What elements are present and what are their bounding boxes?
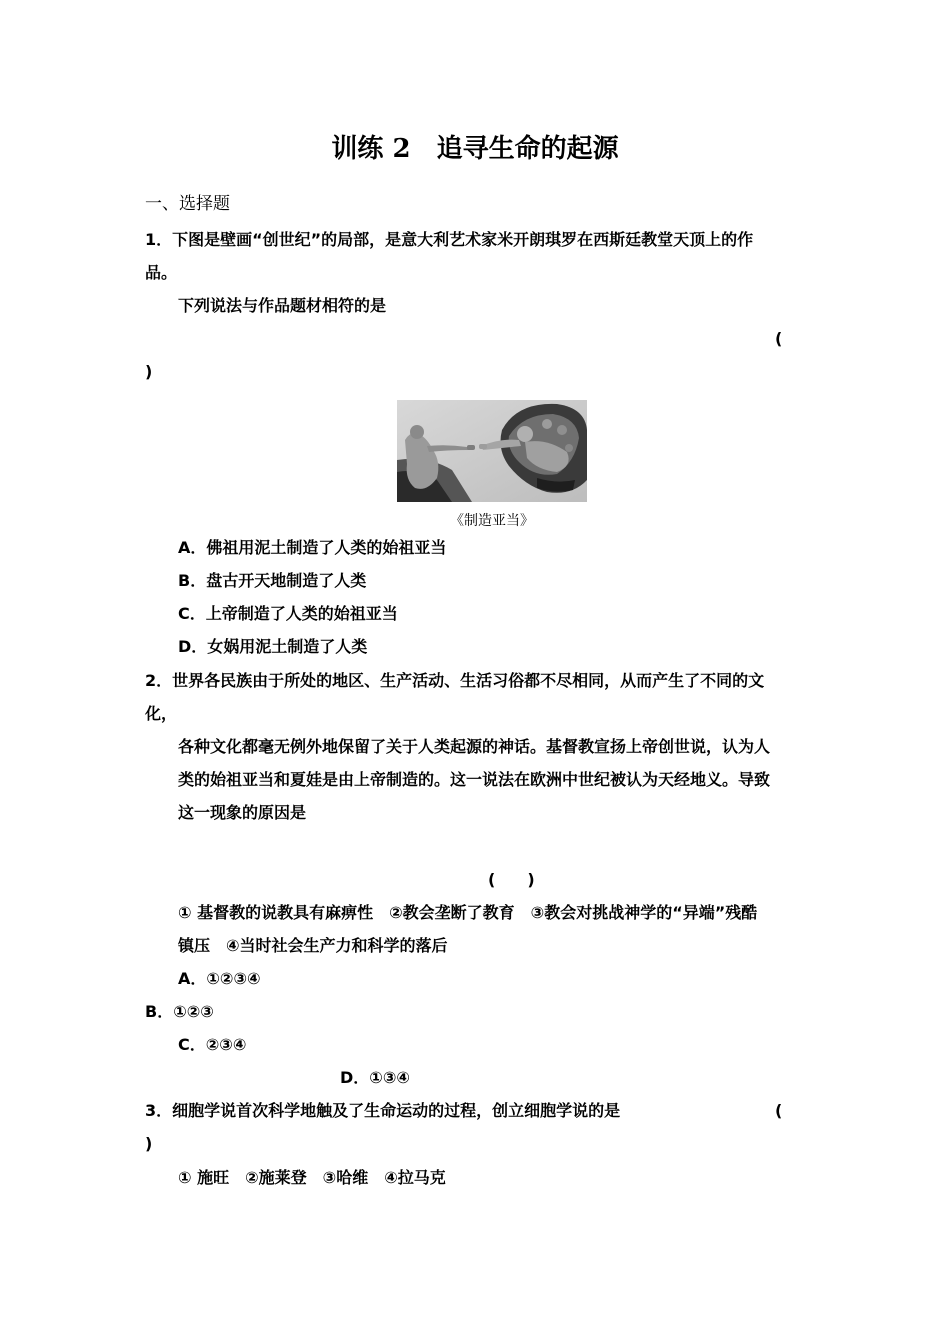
q2-statements-line2: 镇压 ④当时社会生产力和科学的落后 (178, 936, 448, 955)
q2-option-c: C．②③④ (178, 1035, 247, 1054)
q3-answer-paren-close: ) (145, 1134, 153, 1153)
q2-option-b: B．①②③ (145, 1002, 214, 1021)
q1-stem-line3: 下列说法与作品题材相符的是 (178, 296, 387, 315)
page-title: 训练 2 追寻生命的起源 (331, 134, 619, 164)
q2-stem-line2: 化， (145, 704, 178, 723)
q2-stem-line5: 这一现象的原因是 (178, 803, 307, 822)
q2-statements-line1: ① 基督教的说教具有麻痹性 ②教会垄断了教育 ③教会对挑战神学的“异端”残酷 (178, 903, 758, 922)
q1-option-a: A．佛祖用泥土制造了人类的始祖亚当 (178, 538, 447, 557)
q1-stem-line2: 品。 (145, 263, 178, 282)
q1-stem-line1: 1．下图是壁画“创世纪”的局部，是意大利艺术家米开朗琪罗在西斯廷教堂天顶上的作 (145, 230, 754, 249)
q1-answer-paren-open: ( (775, 329, 783, 348)
q2-stem-line4: 类的始祖亚当和夏娃是由上帝制造的。这一说法在欧洲中世纪被认为天经地义。导致 (178, 770, 771, 789)
q2-answer-paren: ( ) (488, 870, 535, 889)
q3-stem-line1: 3．细胞学说首次科学地触及了生命运动的过程，创立细胞学说的是 (145, 1101, 621, 1120)
q2-option-a: A．①②③④ (178, 969, 261, 988)
image-caption: 《制造亚当》 (450, 513, 534, 529)
q1-option-d: D．女娲用泥土制造了人类 (178, 637, 368, 656)
section-heading: 一、选择题 (145, 194, 230, 214)
creation-of-adam-image (397, 400, 587, 502)
q2-stem-line3: 各种文化都毫无例外地保留了关于人类起源的神话。基督教宣扬上帝创世说，认为人 (178, 737, 771, 756)
q2-stem-line1: 2．世界各民族由于所处的地区、生产活动、生活习俗都不尽相同，从而产生了不同的文 (145, 671, 765, 690)
q1-answer-paren-close: ) (145, 362, 153, 381)
q1-option-b: B．盘古开天地制造了人类 (178, 571, 367, 590)
q2-option-d: D．①③④ (340, 1068, 410, 1087)
q1-option-c: C．上帝制造了人类的始祖亚当 (178, 604, 398, 623)
q3-statements: ① 施旺 ②施莱登 ③哈维 ④拉马克 (178, 1168, 446, 1187)
q3-answer-paren-open: ( (775, 1101, 783, 1120)
